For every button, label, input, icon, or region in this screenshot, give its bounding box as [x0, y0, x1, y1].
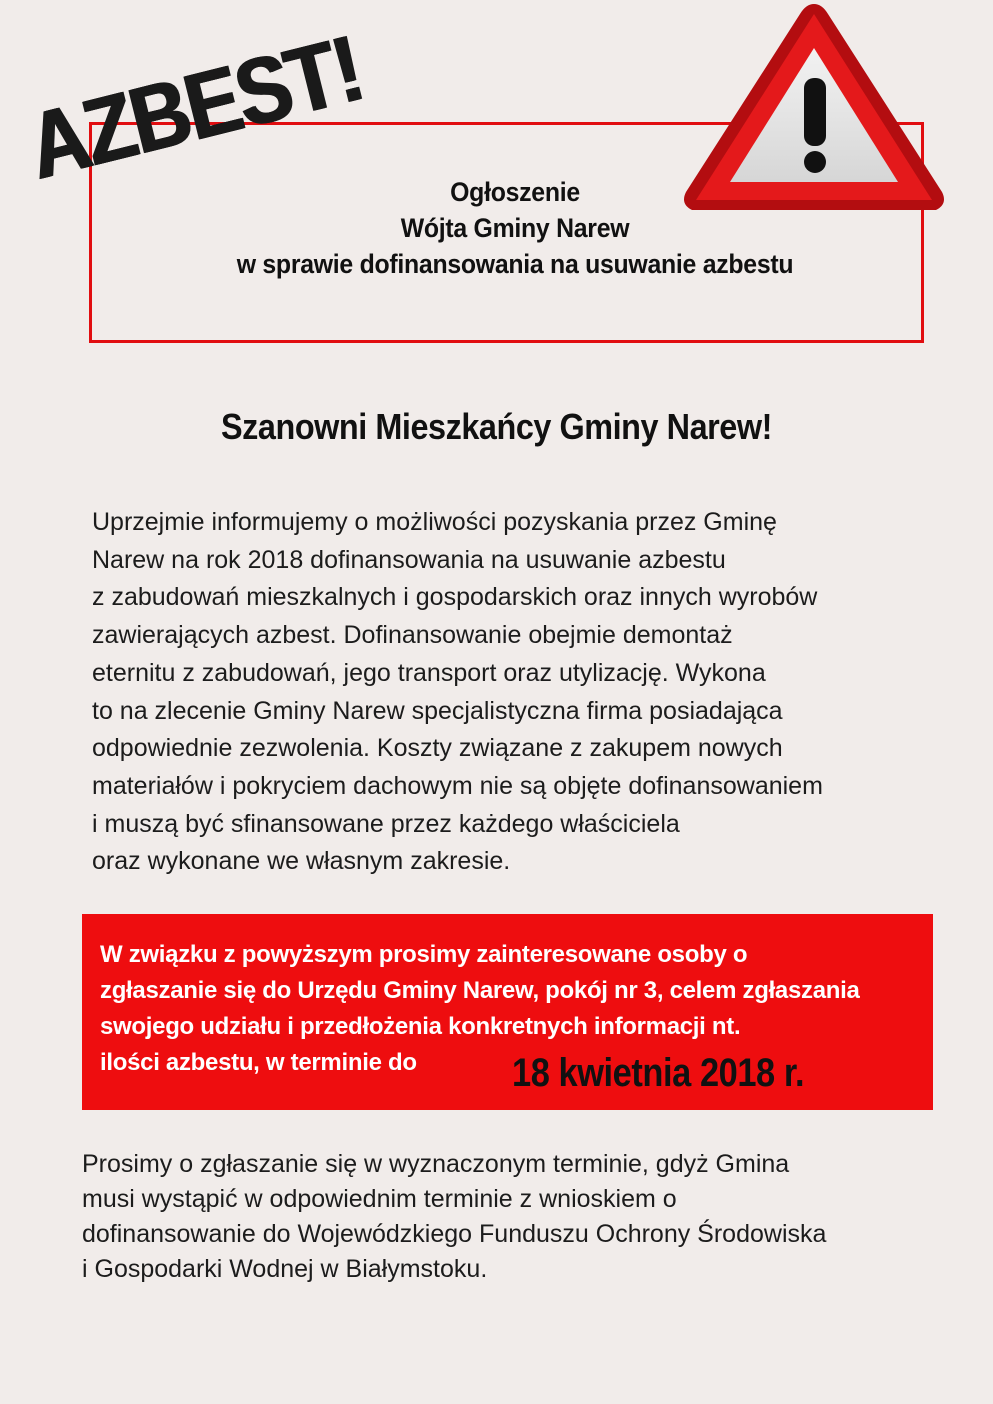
closing-paragraph [82, 1147, 962, 1287]
notice-line: swojego udziału i przedłożenia konkretnych informacji nt. [100, 1013, 741, 1040]
closing-line: musi wystąpić w odpowiednim terminie z wnioskiem o [82, 1185, 677, 1213]
title-line: Wójta Gminy Narew [400, 213, 630, 243]
body-line: odpowiednie zezwolenia. Koszty związane z zakupem nowych [92, 734, 783, 763]
body-line: zawierających azbest. Dofinansowanie obejmie demontaż [92, 621, 733, 650]
title-line: Ogłoszenie [450, 177, 580, 207]
announcement-title [152, 174, 879, 282]
azbest-stamp: AZBEST! [17, 15, 372, 199]
body-line: Uprzejmie informujemy o możliwości pozyskania przez Gminę [92, 508, 777, 536]
body-line: oraz wykonane we własnym zakresie. [92, 847, 511, 876]
body-line: to na zlecenie Gminy Narew specjalistyczna firma posiadająca [92, 696, 783, 725]
body-line: eternitu z zabudowań, jego transport oraz utylizację. Wykona [92, 658, 766, 687]
body-paragraph [92, 504, 962, 881]
body-line: i muszą być sfinansowane przez każdego właściciela [92, 809, 680, 838]
notice-line: zgłaszanie się do Urzędu Gminy Narew, pokój nr 3, celem zgłaszania [100, 977, 860, 1004]
body-line: Narew na rok 2018 dofinansowania na usuwanie azbestu [92, 545, 726, 574]
closing-line: Prosimy o zgłaszanie się w wyznaczonym terminie, gdyż Gmina [82, 1150, 790, 1178]
closing-line: i Gospodarki Wodnej w Białymstoku. [82, 1255, 488, 1283]
notice-line: W związku z powyższym prosimy zainteresowane osoby o [100, 941, 748, 968]
body-line: z zabudowań mieszkalnych i gospodarskich oraz innych wyrobów [92, 583, 818, 612]
deadline-date: 18 kwietnia 2018 r. [512, 1051, 805, 1095]
closing-line: dofinansowanie do Wojewódzkiego Funduszu Ochrony Środowiska [82, 1220, 827, 1248]
title-line: w sprawie dofinansowania na usuwanie azbestu [236, 249, 794, 279]
greeting-heading: Szanowni Mieszkańcy Gminy Narew! [221, 406, 772, 447]
body-line: materiałów i pokryciem dachowym nie są objęte dofinansowaniem [92, 771, 823, 800]
notice-line: ilości azbestu, w terminie do [100, 1049, 417, 1076]
